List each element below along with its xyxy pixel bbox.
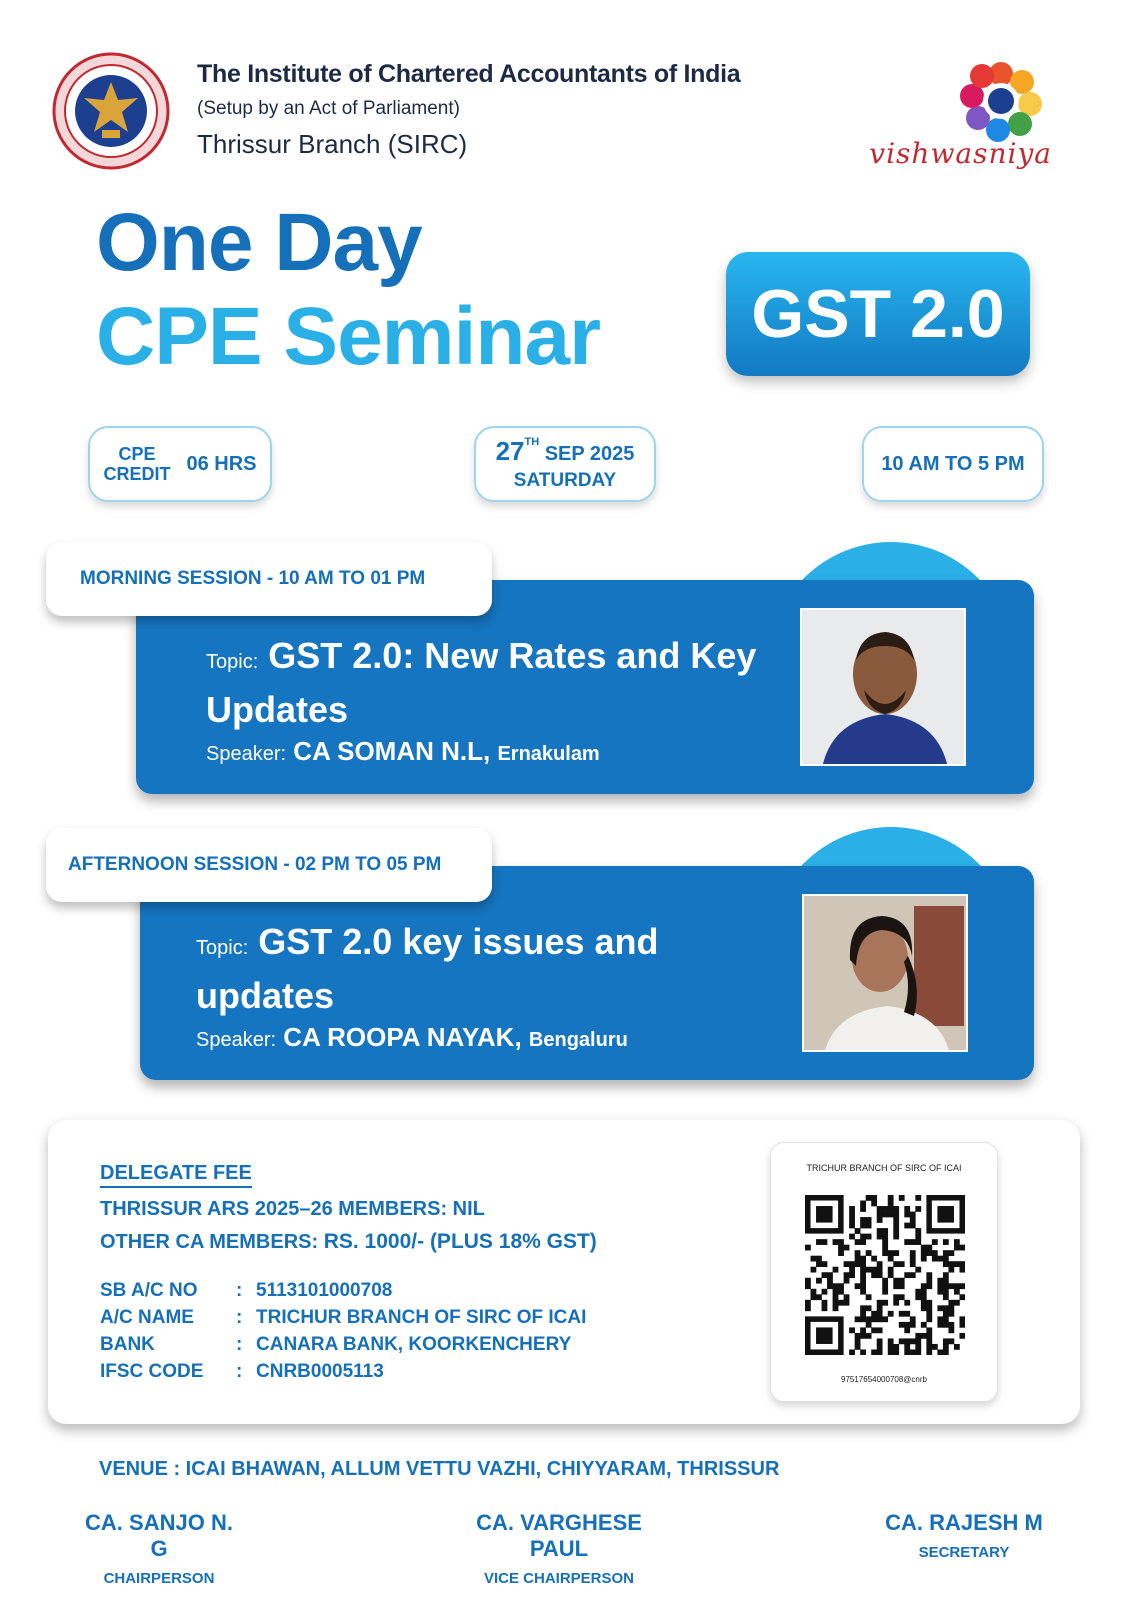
venue: VENUE : ICAI BHAWAN, ALLUM VETTU VAZHI, CHIYYARAM, THRISSUR [99, 1458, 780, 1480]
bank-account-details [100, 1280, 586, 1388]
account-row: SB A/C NO : 5113101000708 [100, 1280, 586, 1307]
signatory-name: CA. RAJESH M [885, 1510, 1043, 1535]
speaker-location: Bengaluru [528, 1029, 628, 1051]
speaker-photo [802, 894, 968, 1052]
morning-session-label [46, 542, 492, 616]
vishwasniya-wordmark: vishwasniya [869, 137, 1052, 170]
account-row: IFSC CODE : CNRB0005113 [100, 1361, 586, 1388]
cpe-credit-pill [88, 426, 272, 502]
topic-label: Topic: [196, 937, 249, 959]
account-value: CNRB0005113 [256, 1361, 384, 1382]
title-line-1: One Day [96, 197, 422, 288]
org-line-3: Thrissur Branch (SIRC) [197, 129, 468, 159]
other-members-fee [100, 1230, 597, 1254]
qr-code-icon[interactable] [805, 1195, 965, 1355]
speaker-portrait-icon [802, 610, 966, 766]
signatory-role: CHAIRPERSON [103, 1570, 215, 1587]
event-weekday: SATURDAY [513, 470, 617, 491]
qr-upi-id: 97517654000708@cnrb [841, 1375, 927, 1384]
session-speaker [206, 736, 600, 767]
event-date [496, 436, 635, 467]
ars-members-fee: THRISSUR ARS 2025–26 MEMBERS: NIL [100, 1198, 485, 1220]
payment-qr-card[interactable] [770, 1142, 998, 1402]
account-row: A/C NAME : TRICHUR BRANCH OF SIRC OF ICAI [100, 1307, 586, 1334]
speaker-label: Speaker: [206, 743, 287, 765]
afternoon-session-label [46, 828, 492, 902]
signatory-role: VICE CHAIRPERSON [483, 1570, 635, 1587]
speaker-photo [800, 608, 966, 766]
topic-text: GST 2.0: New Rates and Key Updates [206, 635, 757, 730]
account-value: 5113101000708 [256, 1280, 393, 1301]
date-suffix: TH [524, 436, 540, 448]
date-pill [474, 426, 656, 502]
header [52, 52, 1092, 182]
session-speaker [196, 1022, 628, 1053]
signatory-name: CA. VARGHESE PAUL [476, 1510, 642, 1561]
account-key: A/C NAME [100, 1307, 194, 1328]
account-key: BANK [100, 1334, 155, 1355]
account-value: CANARA BANK, KOORKENCHERY [256, 1334, 572, 1355]
gst-badge: GST 2.0 [726, 252, 1030, 376]
delegate-fee-title: DELEGATE FEE [100, 1162, 252, 1188]
date-day: 27 [495, 436, 525, 466]
org-line-1: The Institute of Chartered Accountants of India [197, 60, 741, 88]
speaker-name: CA SOMAN N.L, [293, 736, 491, 766]
topic-label: Topic: [206, 651, 259, 673]
account-value: TRICHUR BRANCH OF SIRC OF ICAI [256, 1307, 587, 1328]
event-time: 10 AM TO 5 PM [881, 452, 1025, 475]
signatory-vice-chairperson [446, 1510, 672, 1587]
speaker-name: CA ROOPA NAYAK, [283, 1022, 522, 1052]
account-row: BANK : CANARA BANK, KOORKENCHERY [100, 1334, 586, 1361]
cpe-hours: 06 HRS [186, 452, 257, 475]
date-month-year: SEP 2025 [544, 443, 635, 465]
qr-title: TRICHUR BRANCH OF SIRC OF ICAI [806, 1163, 962, 1173]
signatory-secretary [884, 1510, 1044, 1561]
other-members-amount: RS. 1000/- (PLUS 18% GST) [323, 1230, 597, 1253]
cpe-label: CPE [118, 444, 156, 464]
signatory-chairperson [74, 1510, 244, 1587]
signatory-name: CA. SANJO N. G [85, 1510, 233, 1561]
account-key: SB A/C NO [100, 1280, 198, 1301]
session-topic [196, 918, 756, 1020]
signatory-role: SECRETARY [918, 1544, 1010, 1561]
afternoon-session-text: AFTERNOON SESSION - 02 PM TO 05 PM [68, 854, 442, 875]
speaker-portrait-icon [804, 896, 968, 1052]
organization-name [197, 60, 740, 160]
credit-label: CREDIT [103, 464, 171, 484]
delegate-fee-box [48, 1120, 1080, 1424]
speaker-label: Speaker: [196, 1029, 277, 1051]
time-pill [862, 426, 1044, 502]
cpe-credit-label [103, 444, 170, 484]
topic-text: GST 2.0 key issues and updates [196, 921, 659, 1016]
other-members-label: OTHER CA MEMBERS: [100, 1231, 319, 1253]
icai-logo-icon [52, 52, 170, 170]
title-line-2: CPE Seminar [96, 291, 600, 382]
session-topic [206, 632, 766, 734]
morning-session-text: MORNING SESSION - 10 AM TO 01 PM [80, 568, 426, 589]
org-line-2: (Setup by an Act of Parliament) [197, 98, 460, 119]
account-key: IFSC CODE [100, 1361, 204, 1382]
speaker-location: Ernakulam [497, 743, 600, 765]
vishwasniya-logo-icon [960, 60, 1042, 142]
